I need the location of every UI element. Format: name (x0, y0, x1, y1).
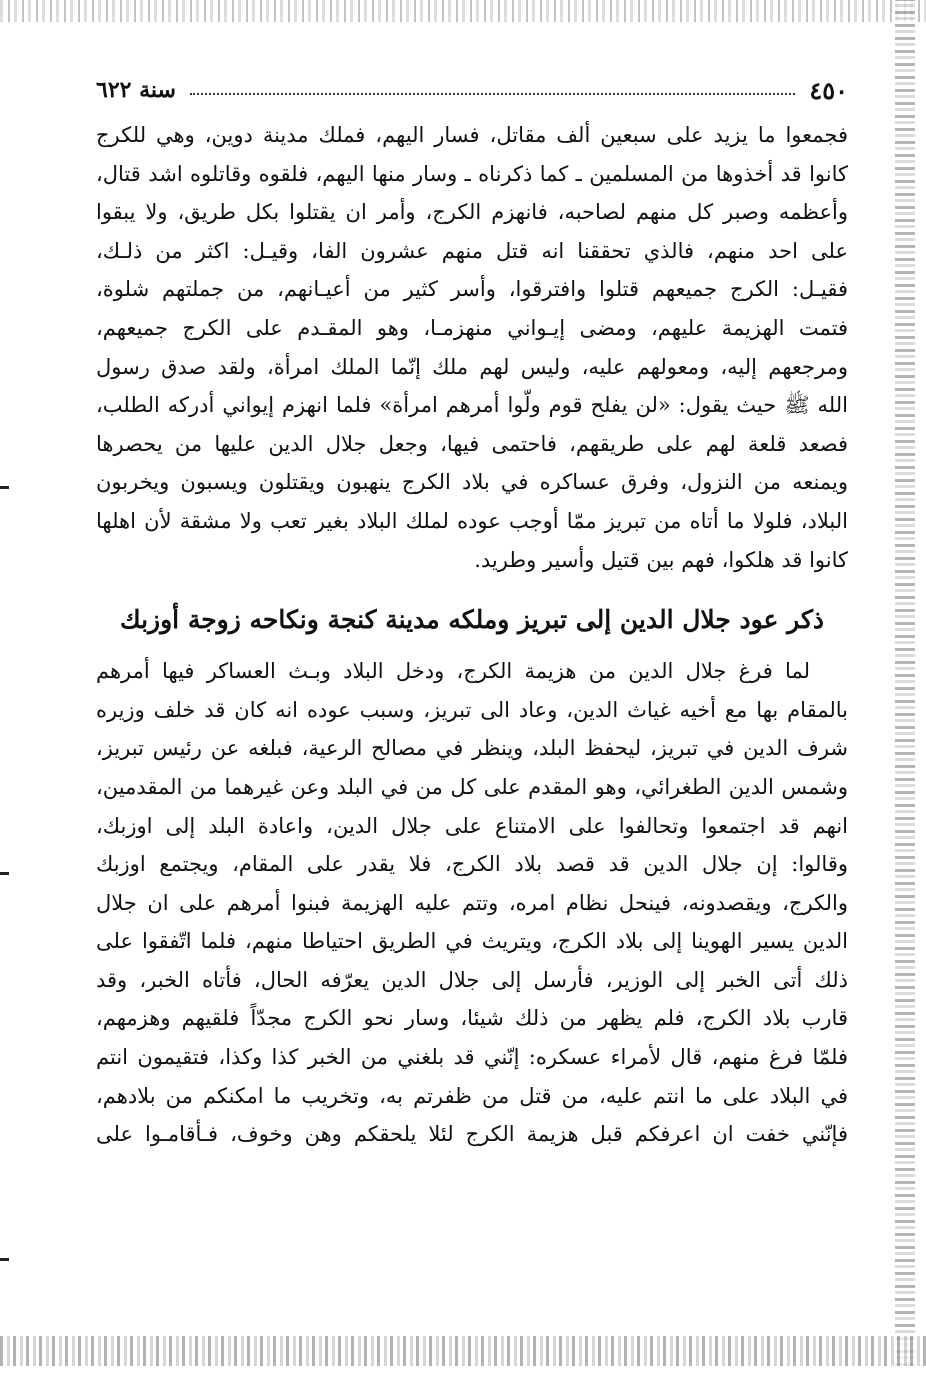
page-number: ٤٥٠ (809, 75, 848, 105)
text-line: فإنّني خفت ان اعرفكم قبل هزيمة الكرج لئلا يلحقكم وهن وخوف، فـأقامـوا على (96, 1122, 848, 1147)
text-line: وأعظمه وصبر كل منهم لصاحبه، فانهزم الكرج، وأمر ان يقتلوا بكل طريق، ولا يبقوا (96, 200, 848, 225)
text-line: فقيـل: الكرج جميعهم قتلوا وافترقوا، وأسر كثير من أعيـانهم، من جملتهم شلوة، (96, 277, 848, 302)
text-line: الدين يسير الهوينا إلى بلاد الكرج، ويتريث في الطريق احتياطا منهم، فلما اتّفقوا على (96, 929, 848, 954)
text-line: كانوا قد أخذوها من المسلمين ـ كما ذكرناه ـ وسار منها اليهم، فلقوه وقاتلوه اشد قتال، (96, 161, 848, 186)
text-line: فصعد قلعة لهم على طريقهم، فاحتمى فيها، وجعل جلال الدين عليها من يحصرها (96, 431, 848, 456)
text-line: وشمس الدين الطغرائي، وهو المقدم على كل من في البلد وعن غيرهما من المقدمين، (96, 774, 848, 799)
running-header (96, 70, 848, 110)
text-line: ذلك أتى الخبر إلى الوزير، فأرسل إلى جلال الدين يعرّفه الحال، فأتاه الخبر، وقد (96, 967, 848, 992)
text-line: لما فرغ جلال الدين من هزيمة الكرج، ودخل البلاد وبـث العساكر فيها أمرهم (96, 659, 810, 684)
text-line: على احد منهم، فالذي تحققنا انه قتل منهم عشرون الفا، وقيـل: اكثر من ذلـك، (96, 238, 848, 263)
text-line: في البلاد على ما انتم عليه، من قتل من ظفرتم به، وتخريب ما امكنكم من بلادهم، (96, 1083, 848, 1108)
page-content (96, 70, 848, 1154)
header-dotted-rule (190, 93, 795, 95)
paragraph-1 (96, 116, 848, 579)
year-label: سنة ٦٢٢ (96, 77, 176, 103)
text-line: فلمّا فرغ منهم، قال لأمراء عسكره: إنّني قد بلغني من الخبر كذا وكذا، فتقيمون انتم (96, 1045, 848, 1070)
text-line: والكرج، ويقصدونه، فينحل نظام امره، وتتم عليه الهزيمة فبنوا أمرهم على ان جلال (96, 890, 848, 915)
text-line: كانوا قد هلكوا، فهم بين قتيل وأسير وطريد. (474, 547, 848, 572)
text-line: انهم قد اجتمعوا وتحالفوا على الامتناع على جلال الدين، واعادة البلد إلى اوزبك، (96, 813, 848, 838)
text-line: قارب بلاد الكرج، فلم يظهر من ذلك شيئا، وسار نحو الكرج مجدّاً فلقيهم وهزمهم، (96, 1006, 848, 1031)
margin-mark (0, 872, 9, 875)
margin-mark (0, 1258, 9, 1261)
border-bottom-ornament (0, 1336, 926, 1366)
text-line: البلاد، فلولا ما أتاه من تبريز ممّا أوجب عوده لملك البلاد بغير تعب ولا مشقة لأن اهلها (96, 508, 848, 533)
border-right-ornament (895, 0, 915, 1366)
section-heading: ذكر عود جلال الدين إلى تبريز وملكه مدينة كنجة ونكاحه زوجة أوزبك (120, 605, 824, 635)
text-line: الله ﷺ حيث يقول: «لن يفلح قوم ولّوا أمرهم امرأة» فلما انهزم إيواني أدركه الطلب، (96, 393, 848, 418)
text-line: شرف الدين في تبريز، ليحفظ البلد، وينظر في مصالح الرعية، فبلغه عن رئيس تبريز، (96, 736, 848, 761)
text-line: ومرجعهم إليه، ومعولهم عليه، وليس لهم ملك إنّما الملك امرأة، ولقد صدق رسول (96, 354, 848, 379)
text-line: بالمقام بها مع أخيه غياث الدين، وعاد الى تبريز، وسبب عوده انه كان قد خلف وزيره (96, 697, 848, 722)
margin-mark (0, 486, 9, 489)
paragraph-2 (96, 652, 848, 1154)
text-line: وقالوا: إن جلال الدين قد قصد بلاد الكرج، فلا يقدر على المقام، ويجتمع اوزبك (96, 852, 848, 877)
text-line: فجمعوا ما يزيد على سبعين ألف مقاتل، فسار اليهم، فملك مدينة دوين، وهي للكرج (96, 123, 848, 147)
text-line: ويمنعه من النزول، وفرق عساكره في بلاد الكرج ينهبون ويقتلون ويسبون ويخربون (96, 470, 848, 495)
border-top-ornament (0, 0, 926, 22)
text-line: فتمت الهزيمة عليهم، ومضى إيـواني منهزمـا، وهو المقـدم على الكرج جميعهم، (96, 315, 848, 340)
